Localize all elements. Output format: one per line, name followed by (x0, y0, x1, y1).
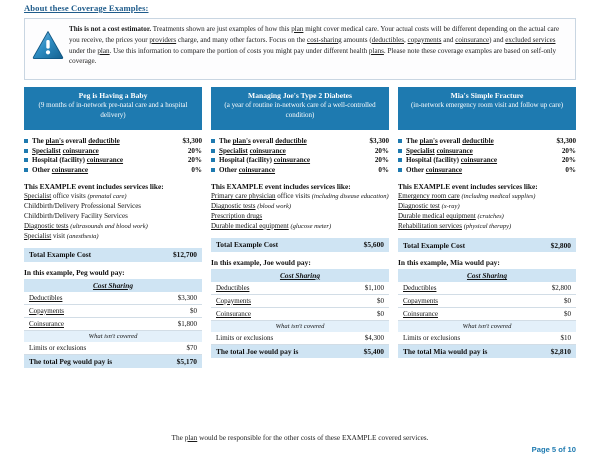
warning-triangle-icon (31, 28, 65, 62)
service-note: (glucose meter) (290, 222, 332, 230)
total-pay-label: The total Mia would pay is (403, 347, 488, 357)
bullet-label: Hospital (facility) coinsurance (406, 156, 498, 165)
cost-sharing-bullet (398, 137, 576, 146)
link-plan-2[interactable]: plan (97, 46, 110, 55)
service-note: (including medical supplies) (461, 193, 536, 201)
total-pay-label: The total Joe would pay is (216, 346, 299, 356)
example-services-list (211, 192, 389, 232)
example-service-item (398, 212, 576, 222)
cost-row-label[interactable]: Coinsurance (211, 307, 345, 320)
example-service-item (398, 192, 576, 202)
cost-row-value: $0 (345, 294, 389, 307)
total-example-cost-label: Total Example Cost (403, 240, 466, 250)
bullet-value: $3,300 (182, 137, 202, 146)
notice-body-8: under the (69, 46, 98, 55)
cost-sharing-bullets (211, 137, 389, 175)
coverage-example-column (211, 87, 389, 368)
column-subtitle: (a year of routine in-network care of a well-controlled condition) (224, 101, 376, 119)
service-link[interactable]: Diagnostic tests (211, 202, 256, 211)
bullet-square-icon (211, 167, 219, 174)
example-service-item (24, 222, 202, 232)
total-example-cost-bar (398, 238, 576, 252)
notice-body-6: and (441, 35, 456, 44)
cost-sharing-bullets (24, 137, 202, 175)
total-pay-row (398, 345, 576, 359)
example-service-item: Primary care physician office visits (including disease education) (211, 192, 389, 201)
bullet-label: Other coinsurance (219, 165, 276, 174)
link-plan-footer[interactable]: plan (184, 433, 198, 442)
bullet-link-2[interactable]: coinsurance (425, 165, 463, 174)
cost-sharing-bullet (211, 137, 389, 146)
cost-row-value: $0 (158, 304, 202, 317)
bullet-value: 0% (565, 165, 576, 174)
service-note: (ultrasounds and blood work) (70, 222, 148, 230)
cost-sharing-table (398, 269, 576, 358)
bullet-label: Hospital (facility) coinsurance (219, 156, 311, 165)
bullet-square-icon (24, 138, 32, 145)
cost-row-value: $0 (533, 308, 576, 321)
example-services-title: This EXAMPLE event includes services like: (24, 181, 164, 191)
bullet-link[interactable]: plan's (419, 137, 438, 146)
bullet-square-icon (398, 138, 406, 145)
not-covered-band-row (24, 330, 202, 342)
column-header (211, 87, 389, 130)
service-note: (crutches) (477, 213, 504, 221)
example-service-item (398, 202, 576, 212)
bullet-square-icon (211, 148, 219, 155)
would-pay-line: In this example, Joe would pay: (211, 257, 311, 267)
cost-row-label[interactable]: Deductibles (24, 292, 158, 305)
example-service-item (211, 202, 389, 212)
notice-body-9: . Use this information to compare the portion of costs you might pay under different health (109, 46, 369, 55)
not-covered-label: What isn't covered (398, 321, 576, 333)
total-pay-value: $5,170 (176, 356, 197, 366)
bullet-link-2[interactable]: coinsurance (86, 156, 124, 165)
cost-sharing-band-label: Cost Sharing (24, 279, 202, 292)
cost-row-value: $0 (345, 307, 389, 320)
would-pay-line: In this example, Peg would pay: (24, 267, 125, 277)
cost-sharing-bullet (24, 137, 202, 146)
cost-sharing-bullet (24, 156, 202, 165)
service-link[interactable]: Diagnostic tests (24, 221, 69, 230)
total-pay-value: $2,810 (550, 347, 571, 357)
service-link[interactable]: Specialist (24, 231, 52, 240)
bullet-link-2[interactable]: coinsurance (238, 165, 276, 174)
total-example-cost-value: $2,800 (550, 240, 571, 250)
bullet-link-2[interactable]: coinsurance (273, 156, 311, 165)
total-example-cost-value: $12,700 (172, 250, 197, 260)
bullet-link-2[interactable]: coinsurance (51, 165, 89, 174)
example-services-list (24, 192, 202, 241)
notice-text (69, 24, 567, 67)
bullet-link-2[interactable]: deductible (275, 137, 307, 146)
bullet-value: 20% (374, 156, 389, 165)
table-row (398, 308, 576, 321)
footer-note (0, 433, 600, 442)
cost-sharing-band-row (398, 269, 576, 282)
cost-sharing-band-label: Cost Sharing (398, 269, 576, 282)
notice-body-2: might cover medical care. Your actual costs will be different depending on the actual care you receive, the prices your (69, 25, 560, 44)
cost-sharing-table (211, 269, 389, 358)
bullet-link[interactable]: plan's (45, 137, 64, 146)
cost-row-label[interactable]: Deductibles (211, 282, 345, 295)
limits-value: $10 (533, 332, 576, 345)
total-example-cost-label: Total Example Cost (216, 240, 279, 250)
notice-body-4: amounts ( (341, 35, 372, 44)
notice-body-3: charge, and many other factors. Focus on the (176, 35, 308, 44)
page-title: About these Coverage Examples: (24, 3, 149, 13)
table-row (211, 294, 389, 307)
bullet-square-icon (398, 157, 406, 164)
link-coinsurance[interactable]: coinsurance (455, 35, 490, 44)
example-services-list (398, 192, 576, 232)
bullet-label (406, 148, 558, 155)
notice-lead: This is not a cost estimator. (69, 25, 152, 33)
notice-body-10: . Please note these coverage examples are based on self-only coverage. (69, 46, 557, 66)
bullet-square-icon (211, 138, 219, 145)
link-cost-sharing[interactable]: cost-sharing (307, 35, 342, 44)
bullet-label: The plan's overall deductible (219, 137, 307, 146)
example-service-item (211, 222, 389, 232)
cost-sharing-bullet (24, 165, 202, 174)
column-title: Peg is Having a Baby (78, 91, 148, 100)
bullet-link-2[interactable]: coinsurance (62, 146, 99, 155)
table-row (211, 282, 389, 295)
total-example-cost-label: Total Example Cost (29, 250, 92, 260)
coverage-example-column (24, 87, 202, 368)
service-note: (anesthesia) (66, 232, 99, 240)
limits-label: Limits or exclusions (398, 332, 533, 345)
notice-body-1: Treatments shown are just examples of how this (151, 25, 292, 33)
bullet-label: Other coinsurance (406, 165, 463, 174)
notice-body-5: , (404, 35, 408, 44)
cost-row-label[interactable]: Coinsurance (24, 317, 158, 330)
cost-row-value: $1,800 (158, 317, 202, 330)
bullet-label: The plan's overall deductible (32, 137, 120, 146)
notice-body-7: ) and (489, 35, 506, 44)
service-note: (blood work) (257, 203, 292, 211)
total-pay-row (24, 354, 202, 368)
cost-sharing-bullet (398, 156, 576, 165)
bullet-link-2[interactable]: coinsurance (460, 156, 498, 165)
notice-box (24, 18, 576, 80)
bullet-label (32, 148, 184, 155)
cost-row-value: $2,800 (533, 282, 576, 295)
cost-row-label[interactable]: Coinsurance (398, 308, 533, 321)
bullet-value: 20% (561, 146, 576, 155)
link-deductibles[interactable]: deductibles (371, 35, 404, 44)
cost-sharing-bullet (211, 146, 389, 155)
bullet-link-2[interactable]: coinsurance (249, 146, 286, 155)
bullet-label: The plan's overall deductible (406, 137, 494, 146)
example-service-item: Specialist visit (anesthesia) (24, 231, 99, 240)
bullet-link-2[interactable]: coinsurance (436, 146, 473, 155)
bullet-label: Hospital (facility) coinsurance (32, 156, 124, 165)
bullet-square-icon (398, 148, 406, 155)
example-service-item (398, 222, 576, 232)
cost-sharing-band-row (24, 279, 202, 292)
link-copayments[interactable]: copayments (407, 35, 442, 44)
bullet-value: 20% (374, 146, 389, 155)
bullet-link[interactable]: Specialist (32, 146, 61, 155)
cost-row-label[interactable]: Copayments (24, 304, 158, 317)
column-title: Mia's Simple Fracture (450, 91, 524, 100)
bullet-square-icon (24, 148, 32, 155)
bullet-value: $3,300 (556, 137, 576, 146)
cost-sharing-table (24, 279, 202, 368)
service-link[interactable]: Primary care physician (211, 192, 276, 201)
example-services-title: This EXAMPLE event includes services like: (398, 181, 538, 191)
service-note: (prenatal care) (87, 193, 127, 201)
cost-sharing-bullet (211, 165, 389, 174)
table-row (398, 295, 576, 308)
service-link[interactable]: Specialist (24, 192, 52, 201)
cost-sharing-bullet (24, 146, 202, 155)
table-row (24, 317, 202, 330)
link-plan[interactable]: plan (291, 25, 304, 33)
service-link[interactable]: Rehabilitation services (398, 222, 462, 231)
cost-row-label[interactable]: Deductibles (398, 282, 533, 295)
total-pay-label: The total Peg would pay is (29, 356, 113, 366)
bullet-value: 20% (561, 156, 576, 165)
would-pay-line: In this example, Mia would pay: (398, 258, 500, 268)
bullet-value: 20% (187, 156, 202, 165)
link-plans[interactable]: plans (368, 46, 384, 55)
total-example-cost-bar (24, 248, 202, 262)
service-note: (including disease education) (311, 193, 389, 201)
cost-row-value: $1,100 (345, 282, 389, 295)
footer-note-post: would be responsible for the other costs of these EXAMPLE covered services. (197, 433, 429, 442)
bullet-value: $3,300 (369, 137, 389, 146)
cost-sharing-bullet (211, 156, 389, 165)
table-row (398, 282, 576, 295)
service-link[interactable]: Durable medical equipment (398, 212, 476, 221)
column-subtitle: (9 months of in-network pre-natal care and a hospital delivery) (38, 101, 188, 119)
service-link[interactable]: Emergency room care (398, 192, 460, 201)
link-excluded-services[interactable]: excluded services (505, 35, 556, 44)
table-row (24, 342, 202, 355)
bullet-label: Other coinsurance (32, 165, 89, 174)
not-covered-label: What isn't covered (24, 330, 202, 342)
example-services-title: This EXAMPLE event includes services like: (211, 181, 351, 191)
bullet-link-2[interactable]: deductible (462, 137, 494, 146)
not-covered-label: What isn't covered (211, 320, 389, 332)
not-covered-band-row (398, 321, 576, 333)
limits-value: $70 (158, 342, 202, 355)
bullet-value: 20% (187, 146, 202, 155)
cost-sharing-bullet (398, 146, 576, 155)
example-service-item: Childbirth/Delivery Professional Services (24, 202, 142, 211)
table-row (398, 332, 576, 345)
footer-note-pre: The (171, 433, 185, 442)
limits-label: Limits or exclusions (211, 332, 345, 345)
table-row (211, 332, 389, 345)
example-service-item: Childbirth/Delivery Facility Services (24, 211, 128, 220)
page-number: Page 5 of 10 (531, 445, 576, 454)
bullet-label (219, 148, 371, 155)
total-example-cost-value: $5,600 (363, 240, 384, 250)
example-service-item (211, 212, 389, 222)
service-link[interactable]: Durable medical equipment (211, 221, 289, 230)
table-row (211, 307, 389, 320)
cost-sharing-band-row (211, 269, 389, 282)
bullet-square-icon (24, 157, 32, 164)
table-row (24, 304, 202, 317)
cost-sharing-bullet (398, 165, 576, 174)
coverage-example-columns (24, 87, 576, 368)
coverage-example-column (398, 87, 576, 368)
cost-sharing-bullets (398, 137, 576, 175)
cost-row-label[interactable]: Copayments (398, 295, 533, 308)
total-pay-row (211, 344, 389, 358)
bullet-link[interactable]: plan's (232, 137, 251, 146)
link-providers[interactable]: providers (149, 35, 177, 44)
bullet-value: 0% (378, 165, 389, 174)
service-note: (physical therapy) (463, 223, 512, 231)
cost-row-value: $3,300 (158, 292, 202, 305)
limits-value: $4,300 (345, 332, 389, 345)
total-example-cost-bar (211, 238, 389, 252)
bullet-square-icon (398, 167, 406, 174)
cost-sharing-band-label: Cost Sharing (211, 269, 389, 282)
cost-row-label[interactable]: Copayments (211, 294, 345, 307)
bullet-value: 0% (191, 165, 202, 174)
service-link[interactable]: Prescription drugs (211, 212, 263, 221)
limits-label: Limits or exclusions (24, 342, 158, 355)
bullet-link-2[interactable]: deductible (88, 137, 120, 146)
bullet-square-icon (24, 167, 32, 174)
bullet-link[interactable]: Specialist (219, 146, 248, 155)
service-link[interactable]: Diagnostic test (398, 202, 440, 211)
column-header (398, 87, 576, 130)
column-title: Managing Joe's Type 2 Diabetes (248, 91, 352, 100)
table-row (24, 292, 202, 305)
column-header (24, 87, 202, 130)
service-note: (x-ray) (441, 203, 460, 211)
bullet-link[interactable]: Specialist (406, 146, 435, 155)
total-pay-value: $5,400 (363, 346, 384, 356)
example-service-item: Specialist office visits (prenatal care) (24, 192, 127, 201)
cost-row-value: $0 (533, 295, 576, 308)
bullet-square-icon (211, 157, 219, 164)
column-subtitle: (in-network emergency room visit and follow up care) (410, 101, 564, 110)
not-covered-band-row (211, 320, 389, 332)
